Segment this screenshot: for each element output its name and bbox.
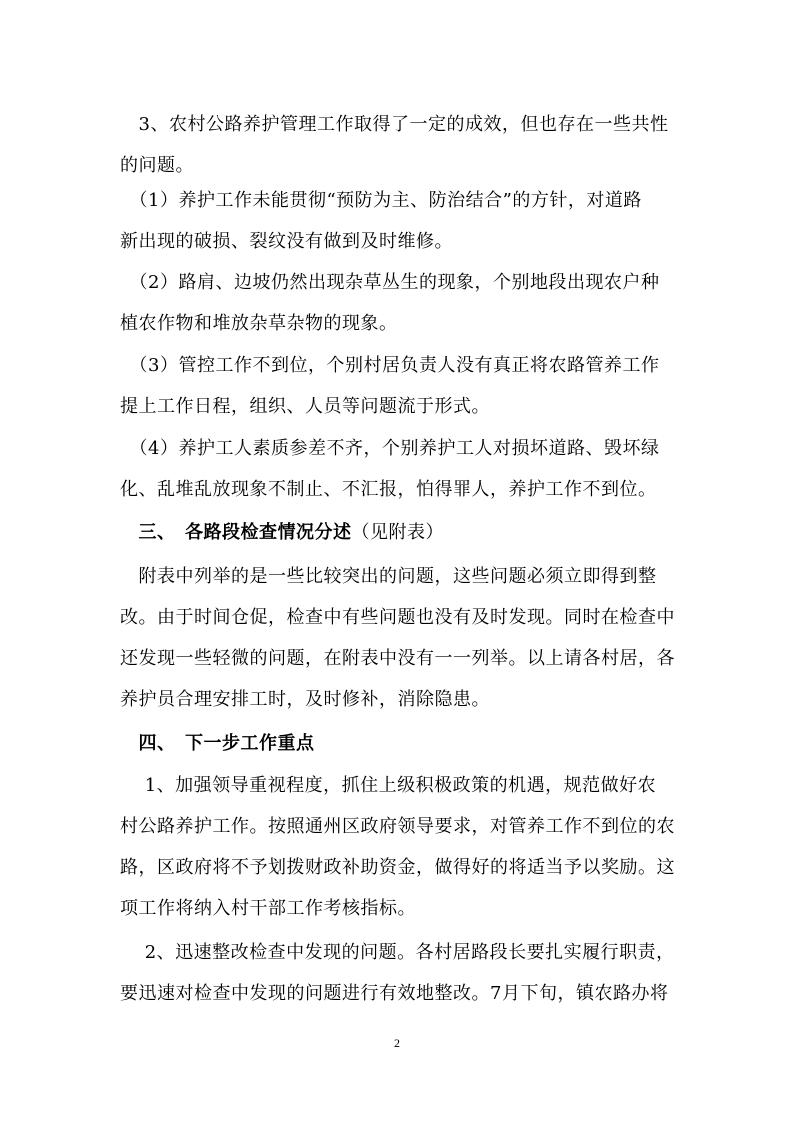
text-line: 养护员合理安排工时，及时修补，消除隐患。 xyxy=(120,689,490,710)
text-line: 新出现的破损、裂纹没有做到及时维修。 xyxy=(120,231,453,252)
text-line: 2、迅速整改检查中发现的问题。各村居路段长要扎实履行职责， xyxy=(120,942,675,963)
section-3-paragraph xyxy=(120,556,680,720)
heading-note: （见附表） xyxy=(351,522,444,543)
text-line: 的问题。 xyxy=(120,155,194,176)
paragraph-subitem-3 xyxy=(120,345,680,427)
text-line: 路，区政府将不予划拨财政补助资金，做得好的将适当予以奖励。这 xyxy=(120,857,675,878)
text-line: （2）路肩、边坡仍然出现杂草丛生的现象，个别地段出现农户种 xyxy=(120,272,660,293)
paragraph-subitem-4 xyxy=(120,428,680,510)
text-line: （3）管控工作不到位，个别村居负责人没有真正将农路管养工作 xyxy=(120,355,660,376)
section-4-item-2 xyxy=(120,932,680,1014)
text-line: 村公路养护工作。按照通州区政府领导要求，对管养工作不到位的农 xyxy=(120,816,675,837)
text-line: （1）养护工作未能贯彻“预防为主、防治结合”的方针，对道路 xyxy=(120,190,642,211)
heading-title: 四、 下一步工作重点 xyxy=(120,733,315,754)
text-line: 1、加强领导重视程度，抓住上级积极政策的机遇，规范做好农 xyxy=(120,775,657,796)
page-number: 2 xyxy=(394,1036,400,1050)
heading-line xyxy=(120,512,680,553)
text-line: 提上工作日程，组织、人员等问题流于形式。 xyxy=(120,396,490,417)
text-line: 化、乱堆乱放现象不制止、不汇报，怕得罪人，养护工作不到位。 xyxy=(120,479,657,500)
text-line: 项工作将纳入村干部工作考核指标。 xyxy=(120,898,416,919)
section-heading-4 xyxy=(120,723,680,764)
text-line: 还发现一些轻微的问题，在附表中没有一一列举。以上请各村居，各 xyxy=(120,648,675,669)
text-line: 改。由于时间仓促，检查中有些问题也没有及时发现。同时在检查中 xyxy=(120,607,675,628)
section-heading-3 xyxy=(120,512,680,553)
text-line: 附表中列举的是一些比较突出的问题，这些问题必须立即得到整 xyxy=(120,566,657,587)
text-line: 植农作物和堆放杂草杂物的现象。 xyxy=(120,313,398,334)
section-4-item-1 xyxy=(120,765,680,929)
heading-title: 三、 各路段检查情况分述 xyxy=(120,522,352,543)
text-line: 3、农村公路养护管理工作取得了一定的成效，但也存在一些共性 xyxy=(120,114,669,135)
paragraph-subitem-1 xyxy=(120,180,680,262)
text-line: （4）养护工人素质参差不齐，个别养护工人对损坏道路、毁坏绿 xyxy=(120,438,660,459)
text-line: 要迅速对检查中发现的问题进行有效地整改。7月下旬，镇农路办将 xyxy=(120,983,669,1004)
paragraph-subitem-2 xyxy=(120,262,680,344)
paragraph-item-3 xyxy=(120,104,680,186)
